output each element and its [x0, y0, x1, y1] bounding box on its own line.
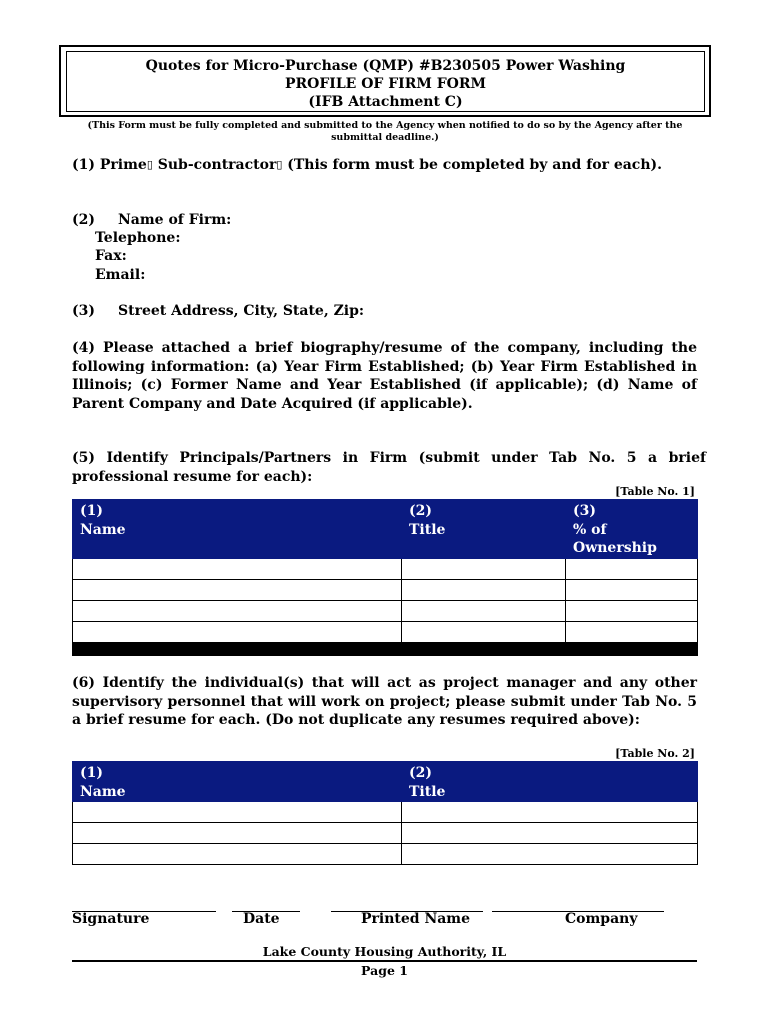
table-row — [73, 621, 698, 642]
prime-checkbox-icon[interactable]: ▯ — [146, 158, 153, 171]
header-cell-title — [402, 500, 566, 559]
name-of-firm-label: Name of Firm: — [118, 212, 232, 228]
header-num: (2) — [409, 765, 432, 781]
name-input-cell[interactable] — [73, 621, 402, 642]
title-input-cell[interactable] — [402, 844, 698, 865]
header-num: (1) — [80, 765, 103, 781]
ownership-input-cell[interactable] — [566, 579, 698, 600]
printed-name-label: Printed Name — [361, 911, 471, 927]
title-input-cell[interactable] — [402, 802, 698, 823]
name-input-cell[interactable] — [73, 579, 402, 600]
section-6: (6) Identify the individual(s) that will act as project manager and any other supervisory personnel that will work on project; please submit under Tab No. 5 a brief resume for each. (Do not duplicate any resumes required above): — [72, 675, 697, 728]
table-2-caption: [Table No. 2] — [615, 747, 695, 760]
header-label: % of — [573, 521, 607, 538]
header-num: (1) — [80, 503, 103, 519]
table-row — [73, 823, 698, 844]
section-5: (5) Identify Principals/Partners in Firm (submit under Tab No. 5 a brief professional resume for each): — [72, 450, 706, 485]
name-input-cell[interactable] — [73, 802, 402, 823]
section-1 — [72, 156, 697, 175]
table-row — [73, 802, 698, 823]
header-num: (2) — [409, 503, 432, 519]
footer-bar-cell — [73, 642, 698, 655]
header-line-2: PROFILE OF FIRM FORM — [284, 76, 486, 92]
header-cell-title — [402, 762, 698, 802]
date-label: Date — [243, 911, 280, 927]
subcontractor-checkbox-icon[interactable]: ▯ — [276, 158, 283, 171]
company-label: Company — [565, 911, 638, 927]
section-1-text: (This form must be completed by and for each). — [287, 157, 662, 173]
title-input-cell[interactable] — [402, 600, 566, 621]
name-input-cell[interactable] — [73, 600, 402, 621]
footer-rule — [72, 960, 697, 962]
name-input-cell[interactable] — [73, 558, 402, 579]
footer-organization: Lake County Housing Authority, IL — [262, 944, 507, 959]
header-label: Name — [80, 521, 126, 538]
title-input-cell[interactable] — [402, 621, 566, 642]
header-line-1: Quotes for Micro-Purchase (QMP) #B230505 Power Washing — [145, 58, 626, 74]
ownership-input-cell[interactable] — [566, 600, 698, 621]
section-3-number: (3) — [72, 303, 95, 319]
header-label: Name — [80, 783, 126, 800]
header-line-3: (IFB Attachment C) — [308, 94, 463, 110]
section-1-number: (1) — [72, 157, 95, 173]
prime-label: Prime — [99, 157, 147, 173]
signature-label: Signature — [72, 911, 150, 927]
section-2-number: (2) — [72, 212, 95, 228]
table-row — [73, 558, 698, 579]
title-input-cell[interactable] — [402, 558, 566, 579]
table-header-row — [73, 762, 698, 802]
street-address-label: Street Address, City, State, Zip: — [118, 303, 365, 319]
ownership-input-cell[interactable] — [566, 558, 698, 579]
header-num: (3) — [573, 503, 596, 519]
header-label: Title — [409, 783, 446, 800]
header-box — [66, 51, 705, 112]
table-footer-bar — [73, 642, 698, 655]
subcontractor-label: Sub-contractor — [157, 157, 277, 173]
principals-table — [72, 499, 698, 656]
telephone-label: Telephone: — [95, 230, 181, 246]
name-input-cell[interactable] — [73, 844, 402, 865]
header-note: (This Form must be fully completed and submitted to the Agency when notified to do so by the Agency after the submittal deadline.) — [87, 120, 683, 143]
title-input-cell[interactable] — [402, 823, 698, 844]
email-label: Email: — [95, 267, 146, 283]
header-cell-name — [73, 500, 402, 559]
header-label: Ownership — [573, 540, 657, 556]
name-input-cell[interactable] — [73, 823, 402, 844]
table-1-caption: [Table No. 1] — [615, 485, 695, 498]
table-header-row — [73, 500, 698, 559]
header-cell-name — [73, 762, 402, 802]
page-number: Page 1 — [361, 963, 408, 978]
table-row — [73, 579, 698, 600]
ownership-input-cell[interactable] — [566, 621, 698, 642]
fax-label: Fax: — [95, 248, 127, 264]
table-row — [73, 600, 698, 621]
table-row — [73, 844, 698, 865]
project-manager-table — [72, 761, 698, 865]
header-cell-ownership — [566, 500, 698, 559]
section-4: (4) Please attached a brief biography/resume of the company, including the following information: (a) Year Firm Established; (b) Year Firm Established in Illinois; (c) Former Name and Year Established (if applicable); (d) Name of Parent Company and Date Acquired (if applicable). — [72, 340, 697, 412]
title-input-cell[interactable] — [402, 579, 566, 600]
header-label: Title — [409, 521, 446, 538]
